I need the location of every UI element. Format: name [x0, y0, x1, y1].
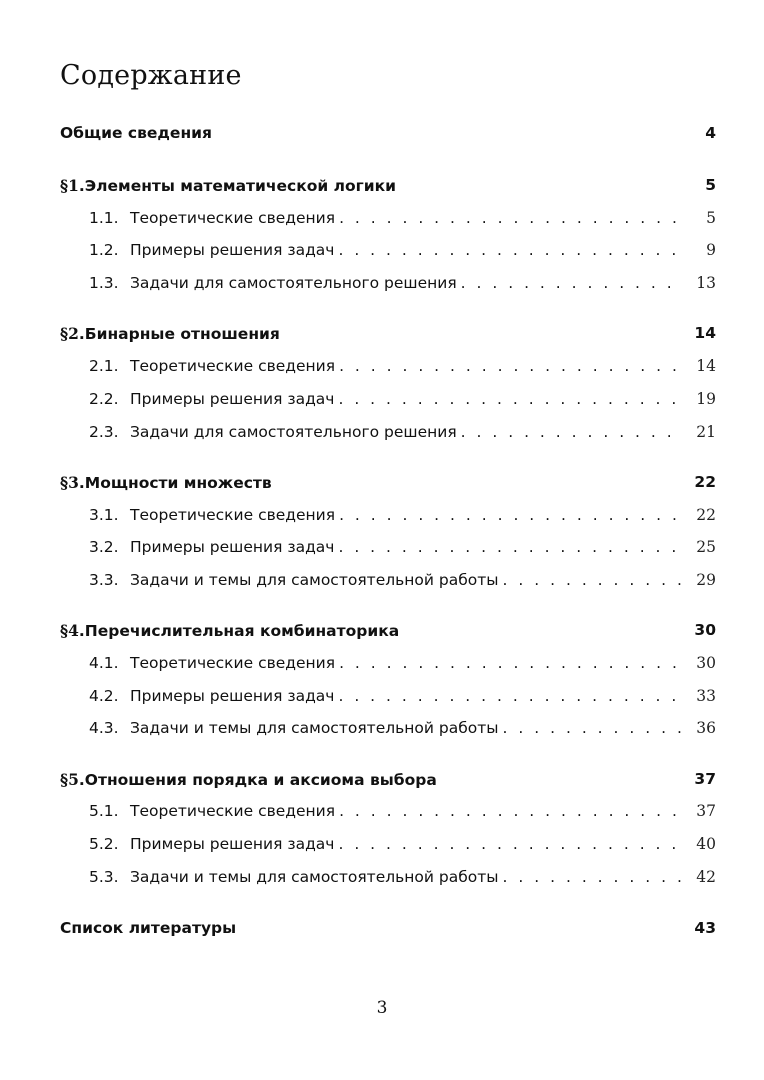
toc-chapter-page: 22: [694, 473, 716, 491]
toc-section-4-2[interactable]: [89, 682, 716, 710]
toc-chapter-title: [60, 770, 688, 789]
toc-entry-page: 4: [705, 124, 716, 142]
toc-section-label: Задачи для самостоятельного решения: [130, 274, 457, 292]
section-mark: §4: [60, 620, 79, 640]
dot-leader: [461, 274, 682, 292]
toc-chapter-title: [60, 621, 688, 640]
toc-section-page: 21: [696, 423, 716, 441]
dot-leader: [338, 835, 682, 853]
dot-leader: [338, 687, 682, 705]
toc-section-label: Примеры решения задач: [130, 390, 335, 408]
toc-section-page: 29: [696, 571, 716, 589]
toc-chapter-title: [60, 473, 688, 492]
toc-section-number: 4.2.: [89, 687, 119, 705]
toc-section-page: 13: [696, 274, 716, 292]
toc-chapter-2[interactable]: [60, 319, 716, 347]
toc-chapter-5[interactable]: [60, 765, 716, 793]
toc-section-3-1[interactable]: [89, 501, 716, 529]
toc-section-page: 5: [706, 209, 716, 227]
page-title: Содержание: [60, 60, 242, 91]
toc-section-number: 1.2.: [89, 241, 119, 259]
dot-leader: [338, 390, 682, 408]
toc-section-number: 5.3.: [89, 868, 119, 886]
dot-leader: [338, 538, 682, 556]
dot-leader: [503, 719, 682, 737]
toc-section-number: 1.1.: [89, 209, 119, 227]
toc-section-3-3[interactable]: [89, 566, 716, 594]
toc-chapter-page: 37: [694, 770, 716, 788]
dot-leader: [339, 802, 682, 820]
toc-section-4-1[interactable]: [89, 649, 716, 677]
toc-chapter-page: 14: [694, 324, 716, 342]
toc-entry-intro[interactable]: [60, 119, 716, 147]
dot-leader: [339, 654, 682, 672]
toc-chapter-page: 30: [694, 621, 716, 639]
toc-section-label: Теоретические сведения: [130, 209, 336, 227]
dot-leader: [339, 357, 682, 375]
toc-section-label: Теоретические сведения: [130, 802, 336, 820]
toc-section-2-3[interactable]: [89, 418, 716, 446]
toc-section-page: 22: [696, 506, 716, 524]
toc-section-number: 3.3.: [89, 571, 119, 589]
toc-section-page: 25: [696, 538, 716, 556]
toc-section-page: 19: [696, 390, 716, 408]
section-mark: §3: [60, 472, 79, 492]
dot-leader: [339, 506, 682, 524]
toc-chapter-page: 5: [705, 176, 716, 194]
toc-section-1-2[interactable]: [89, 236, 716, 264]
toc-section-label: Примеры решения задач: [130, 538, 335, 556]
toc-section-page: 37: [696, 802, 716, 820]
toc-chapter-label: .Перечислительная комбинаторика: [78, 621, 400, 640]
toc-chapter-1[interactable]: [60, 171, 716, 199]
toc-section-label: Примеры решения задач: [130, 241, 335, 259]
toc-section-label: Задачи и темы для самостоятельной работы: [130, 868, 499, 886]
toc-section-3-2[interactable]: [89, 533, 716, 561]
toc-section-2-2[interactable]: [89, 385, 716, 413]
toc-section-2-1[interactable]: [89, 352, 716, 380]
toc-section-page: 30: [696, 654, 716, 672]
toc-section-number: 2.3.: [89, 423, 119, 441]
dot-leader: [503, 868, 682, 886]
toc-section-number: 5.2.: [89, 835, 119, 853]
toc-chapter-label: .Элементы математической логики: [78, 176, 397, 195]
toc-section-label: Примеры решения задач: [130, 687, 335, 705]
toc-section-number: 2.2.: [89, 390, 119, 408]
toc-section-5-1[interactable]: [89, 797, 716, 825]
section-mark: §2: [60, 323, 79, 343]
toc-section-label: Задачи для самостоятельного решения: [130, 423, 457, 441]
toc-chapter-3[interactable]: [60, 468, 716, 496]
dot-leader: [461, 423, 682, 441]
toc-section-page: 9: [706, 241, 716, 259]
toc-chapter-label: .Бинарные отношения: [78, 324, 280, 343]
dot-leader: [503, 571, 682, 589]
toc-section-1-1[interactable]: [89, 204, 716, 232]
toc-section-5-3[interactable]: [89, 863, 716, 891]
toc-section-label: Теоретические сведения: [130, 357, 336, 375]
toc-section-page: 42: [696, 868, 716, 886]
toc-section-number: 5.1.: [89, 802, 119, 820]
toc-section-number: 3.2.: [89, 538, 119, 556]
toc-section-4-3[interactable]: [89, 714, 716, 742]
toc-chapter-4[interactable]: [60, 616, 716, 644]
toc-section-label: Задачи и темы для самостоятельной работы: [130, 571, 499, 589]
section-mark: §1: [60, 175, 79, 195]
toc-chapter-title: [60, 176, 688, 195]
section-mark: §5: [60, 769, 79, 789]
page-number: 3: [376, 998, 388, 1018]
toc-entry-label: Список литературы: [60, 919, 237, 937]
toc-chapter-label: .Отношения порядка и аксиома выбора: [78, 770, 437, 789]
toc-section-page: 33: [696, 687, 716, 705]
toc-section-number: 2.1.: [89, 357, 119, 375]
toc-section-5-2[interactable]: [89, 830, 716, 858]
toc-entry-references[interactable]: [60, 914, 716, 942]
toc-section-page: 40: [696, 835, 716, 853]
dot-leader: [338, 241, 682, 259]
toc-section-label: Задачи и темы для самостоятельной работы: [130, 719, 499, 737]
toc-section-number: 4.3.: [89, 719, 119, 737]
toc-entry-page: 43: [694, 919, 716, 937]
toc-section-label: Теоретические сведения: [130, 506, 336, 524]
toc-chapter-title: [60, 324, 688, 343]
toc-section-1-3[interactable]: [89, 269, 716, 297]
toc-section-number: 1.3.: [89, 274, 119, 292]
toc-section-number: 3.1.: [89, 506, 119, 524]
toc-section-number: 4.1.: [89, 654, 119, 672]
toc-section-label: Теоретические сведения: [130, 654, 336, 672]
toc-section-label: Примеры решения задач: [130, 835, 335, 853]
toc-section-page: 36: [696, 719, 716, 737]
toc-section-page: 14: [696, 357, 716, 375]
toc-entry-label: Общие сведения: [60, 124, 212, 142]
toc-chapter-label: .Мощности множеств: [78, 473, 272, 492]
dot-leader: [339, 209, 682, 227]
